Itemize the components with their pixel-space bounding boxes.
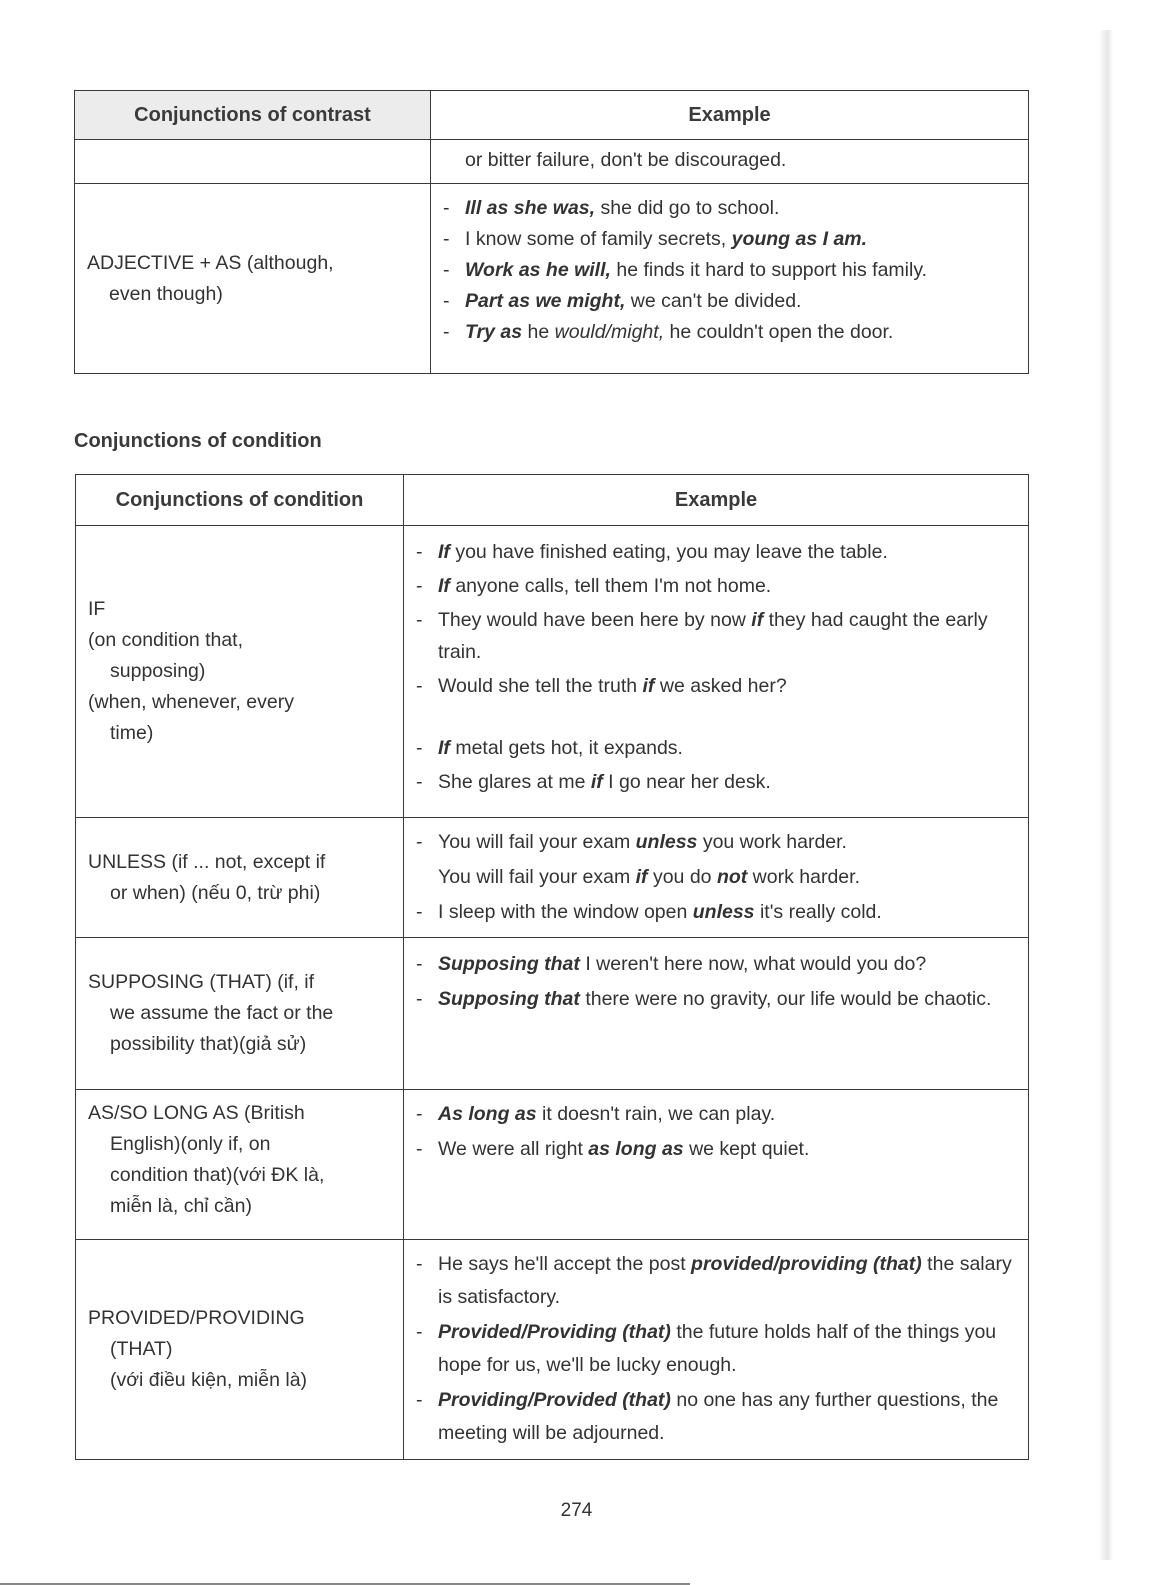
section-heading: Conjunctions of condition — [74, 430, 322, 452]
list-item: - As long as it doesn't rain, we can play. — [414, 1098, 1018, 1131]
table-cell — [76, 818, 404, 938]
list-item: - I sleep with the window open unless it's really cold. — [414, 896, 1018, 929]
list-item: - You will fail your exam unless you work harder. — [414, 826, 1018, 859]
list-item: - Would she tell the truth if we asked her? — [414, 670, 1018, 702]
table-cell — [76, 938, 404, 1090]
conjunction-label: SUPPOSING (THAT) (if, if — [88, 971, 315, 993]
conjunction-note: English)(only if, on — [110, 1133, 271, 1155]
list-item: - If you have finished eating, you may leave the table. — [414, 536, 1018, 568]
table-row — [76, 526, 1029, 818]
table-cell — [75, 184, 431, 374]
page-number: 274 — [560, 1500, 593, 1521]
conjunction-note: or when) (nếu 0, trừ phi) — [110, 881, 321, 904]
table-cell — [404, 818, 1029, 938]
table-cell — [431, 140, 1029, 184]
conjunction-label: IF — [88, 598, 106, 620]
list-item: - Providing/Provided (that) no one has any further questions, the meeting will be adjourned. — [414, 1384, 1018, 1450]
column-header: Example — [431, 91, 1029, 140]
table-row — [76, 938, 1029, 1090]
table-cell — [76, 1090, 404, 1240]
list-item: - He says he'll accept the post provided/providing (that) the salary is satisfactory. — [414, 1248, 1018, 1314]
page-edge-shadow — [1099, 30, 1113, 1560]
list-item: - She glares at me if I go near her desk. — [414, 766, 1018, 798]
table-cell — [404, 1240, 1029, 1460]
table-header-row — [75, 91, 1029, 140]
table-cell — [404, 938, 1029, 1090]
table-cell — [75, 140, 431, 184]
list-item: - Supposing that I weren't here now, what would you do? — [414, 948, 1018, 981]
conjunction-note: condition that)(với ĐK là, — [110, 1164, 325, 1186]
table-row — [76, 1240, 1029, 1460]
conjunction-note: (when, whenever, every — [88, 691, 294, 713]
table-row — [76, 1090, 1029, 1240]
conjunction-note: supposing) — [110, 660, 206, 682]
list-item: - I know some of family secrets, young as I am. — [441, 225, 1018, 254]
table-row — [75, 184, 1029, 374]
table-cell — [76, 526, 404, 818]
conjunction-note: we assume the fact or the — [110, 1002, 334, 1024]
list-item: - If metal gets hot, it expands. — [414, 732, 1018, 764]
table-cell — [431, 184, 1029, 374]
table-cell — [76, 1240, 404, 1460]
list-item: - If anyone calls, tell them I'm not home. — [414, 570, 1018, 602]
conjunction-label: even though) — [109, 282, 223, 305]
list-item: - Supposing that there were no gravity, our life would be chaotic. — [414, 983, 1018, 1016]
table-cell — [404, 526, 1029, 818]
column-header: Example — [404, 475, 1029, 526]
column-header: Conjunctions of condition — [76, 475, 404, 526]
column-header: Conjunctions of contrast — [75, 91, 431, 140]
conjunction-label: ADJECTIVE + AS (although, — [87, 251, 334, 274]
list-item: - Ill as she was, she did go to school. — [441, 194, 1018, 223]
conjunction-label: UNLESS (if ... not, except if — [88, 850, 326, 873]
example-text: or bitter failure, don't be discouraged. — [465, 149, 787, 171]
conjunction-label: AS/SO LONG AS (British — [88, 1102, 305, 1124]
conjunction-note: (với điều kiện, miễn là) — [110, 1369, 308, 1391]
list-item: - We were all right as long as we kept quiet. — [414, 1133, 1018, 1166]
conjunction-note: miễn là, chỉ cần) — [110, 1195, 252, 1217]
conjunction-note: possibility that)(giả sử) — [110, 1033, 307, 1055]
list-item: You will fail your exam if you do not work harder. — [438, 866, 860, 888]
table-row — [75, 140, 1029, 184]
table-row — [76, 818, 1029, 938]
list-item: - Provided/Providing (that) the future holds half of the things you hope for us, we'll be lucky enough. — [414, 1316, 1018, 1382]
table-header-row — [76, 475, 1029, 526]
list-item: - Try as he would/might, he couldn't open the door. — [441, 318, 1018, 347]
conjunction-note: (THAT) — [110, 1338, 173, 1360]
condition-table — [75, 474, 1029, 1460]
conjunction-note: time) — [110, 722, 154, 744]
table-cell — [404, 1090, 1029, 1240]
list-item: - They would have been here by now if they had caught the early train. — [414, 604, 1018, 668]
conjunction-label: PROVIDED/PROVIDING — [88, 1307, 305, 1329]
list-item: - Part as we might, we can't be divided. — [441, 287, 1018, 316]
contrast-table — [74, 90, 1029, 374]
list-item: - Work as he will, he finds it hard to support his family. — [441, 256, 1018, 285]
conjunction-note: (on condition that, — [88, 629, 244, 651]
